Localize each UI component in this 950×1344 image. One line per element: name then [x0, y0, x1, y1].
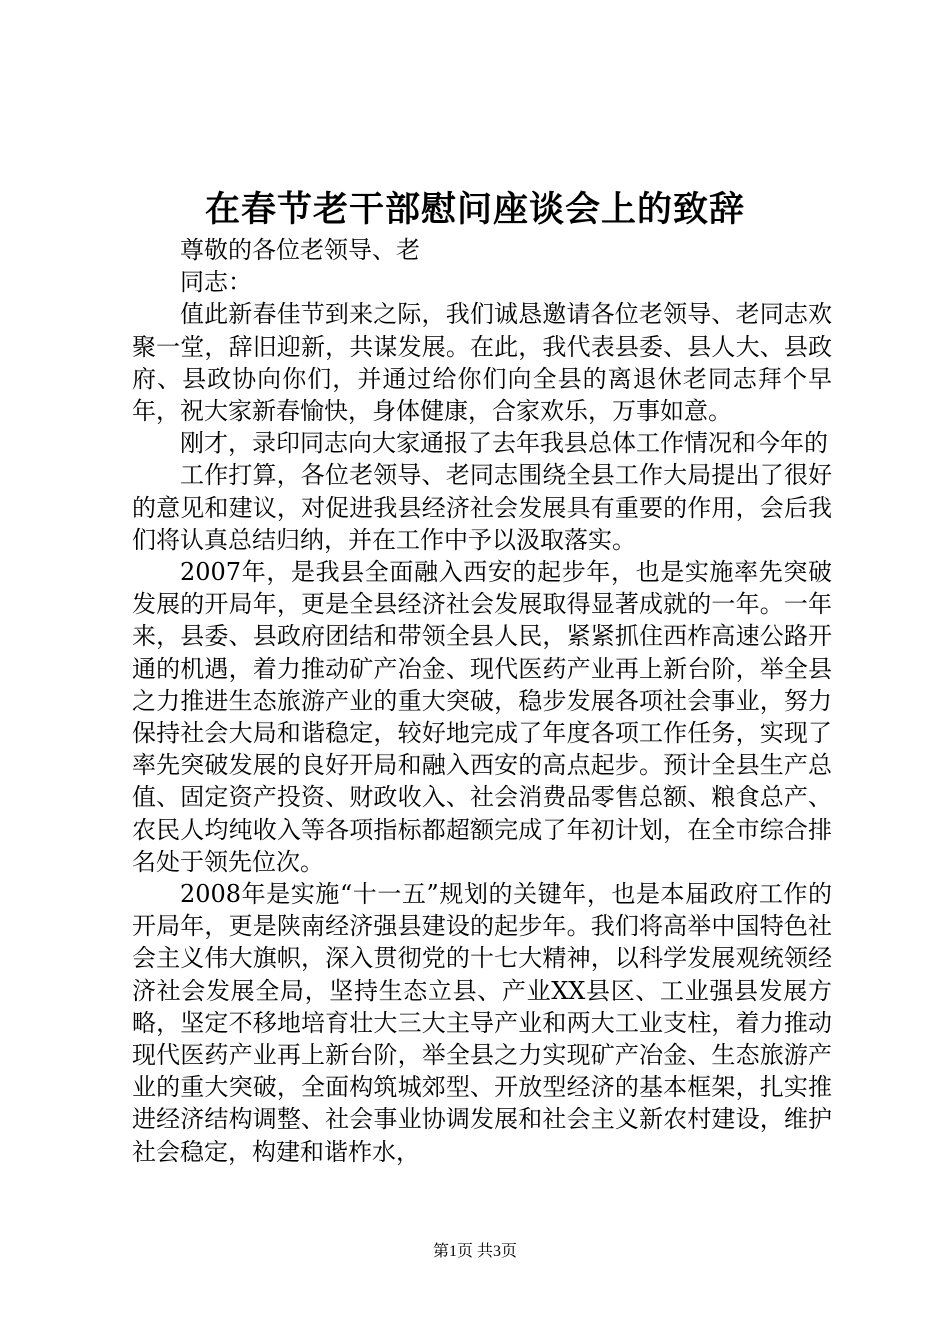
- paragraph-1: 值此新春佳节到来之际，我们诚恳邀请各位老领导、老同志欢聚一堂，辞旧迎新，共谋发展。在此，我代表县委、县人大、县政府、县政协向你们，并通过给你们向全县的离退休老同志拜个早年，祝大家新春愉快，身体健康，合家欢乐，万事如意。: [132, 300, 832, 426]
- paragraph-4: 2007年，是我县全面融入西安的起步年，也是实施率先突破发展的开局年，更是全县经济社会发展取得显著成就的一年。一年来，县委、县政府团结和带领全县人民，紧紧抓住西柞高速公路开通的机遇，着力推动矿产冶金、现代医药产业再上新台阶，举全县之力推进生态旅游产业的重大突破，稳步发展各项社会事业，努力保持社会大局和谐稳定，较好地完成了年度各项工作任务，实现了率先突破发展的良好开局和融入西安的高点起步。预计全县生产总值、固定资产投资、财政收入、社会消费品零售总额、粮食总产、农民人均纯收入等各项指标都超额完成了年初计划，在全市综合排名处于领先位次。: [132, 558, 832, 876]
- page-number-footer: 第1页 共3页: [432, 1243, 517, 1260]
- paragraph-2: 刚才，录印同志向大家通报了去年我县总体工作情况和今年的: [180, 429, 828, 458]
- paragraph-3: 工作打算，各位老领导、老同志围绕全县工作大局提出了很好的意见和建议，对促进我县经济社会发展具有重要的作用，会后我们将认真总结归纳，并在工作中予以汲取落实。: [132, 461, 832, 554]
- document-title: 在春节老干部慰问座谈会上的致辞: [204, 189, 745, 230]
- greeting-line-1: 尊敬的各位老领导、老: [180, 236, 420, 264]
- greeting-line-2: 同志：: [180, 268, 252, 297]
- paragraph-5: 2008年是实施“十一五”规划的关键年，也是本届政府工作的开局年，更是陕南经济强县建设的起步年。我们将高举中国特色社会主义伟大旗帜，深入贯彻党的十七大精神，以科学发展观统领经济社会发展全局，坚持生态立县、产业XX县区、工业强县发展方略，坚定不移地培育壮大三大主导产业和两大工业支柱，着力推动现代医药产业再上新台阶，举全县之力实现矿产冶金、生态旅游产业的重大突破，全面构筑城郊型、开放型经济的基本框架，扎实推进经济结构调整、社会事业协调发展和社会主义新农村建设，维护社会稳定，构建和谐柞水，: [132, 880, 832, 1166]
- document-body: [132, 234, 832, 1168]
